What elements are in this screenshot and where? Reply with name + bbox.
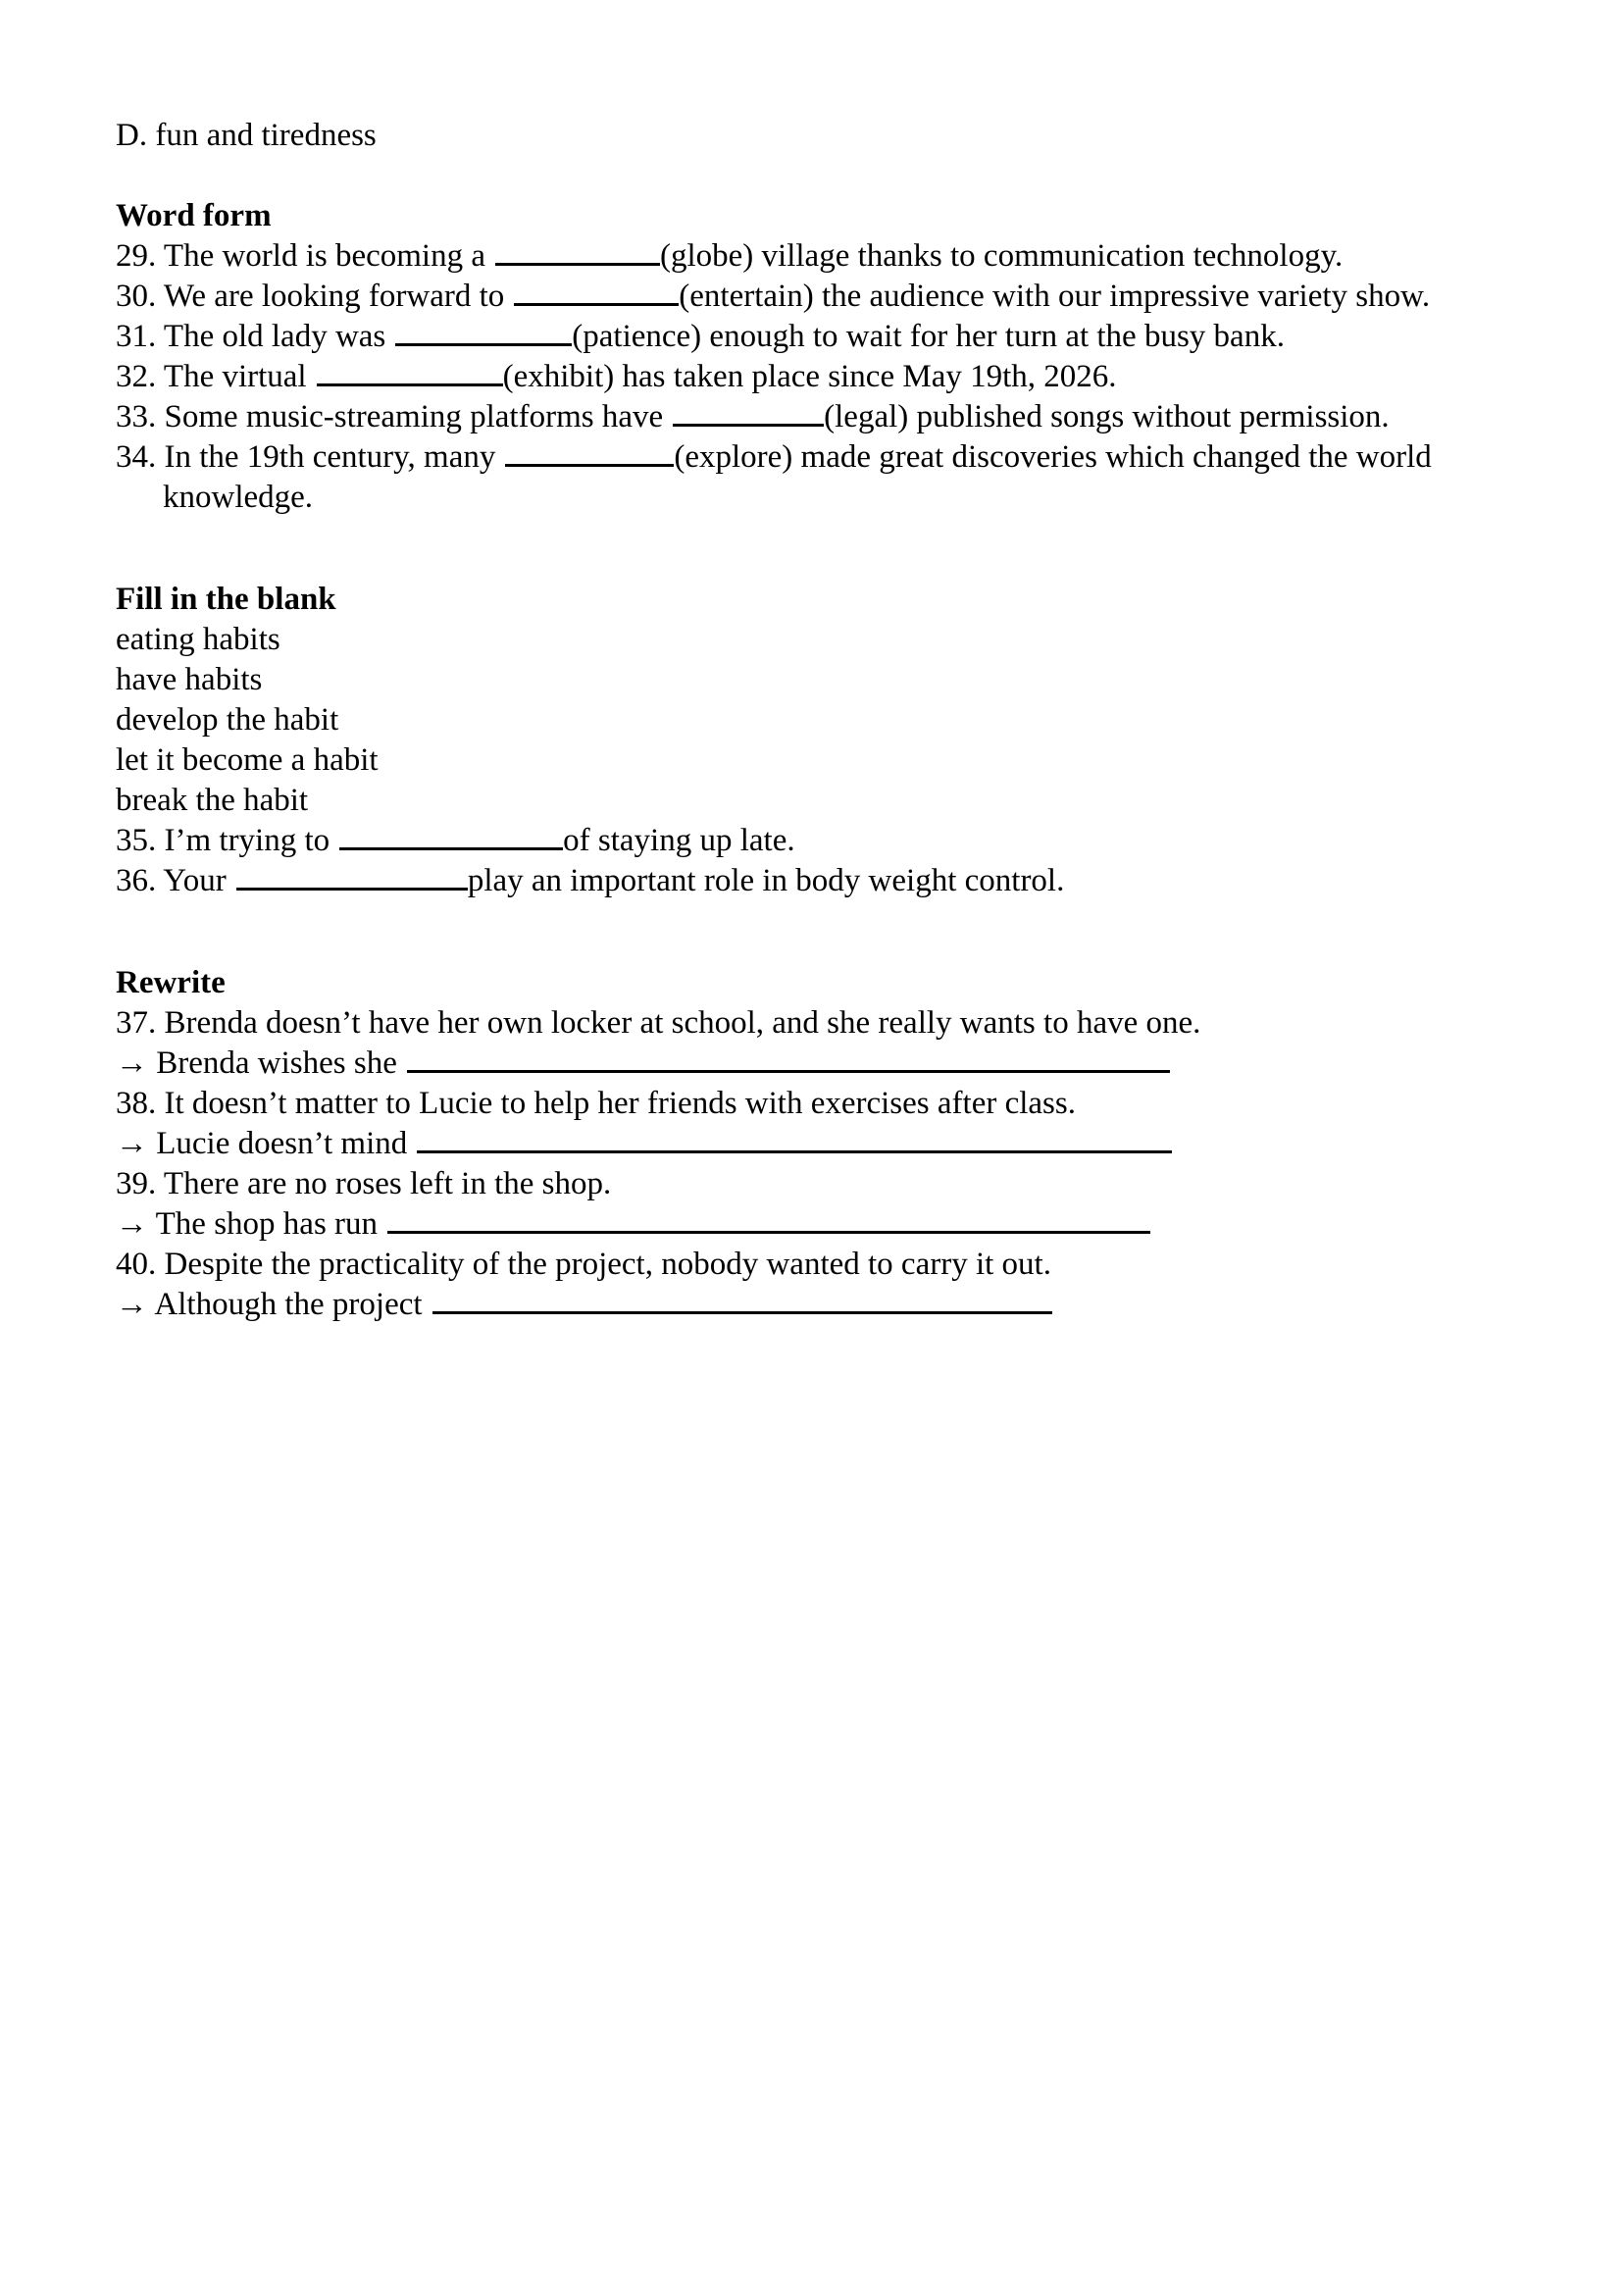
answer-line[interactable] <box>417 1125 1172 1153</box>
answer-blank[interactable] <box>317 358 503 386</box>
answer-blank[interactable] <box>236 862 468 891</box>
question-29 <box>116 236 1343 277</box>
option-item: develop the habit <box>116 702 339 738</box>
question-text-before: The virtual <box>163 359 307 394</box>
question-number: 35. <box>116 823 157 858</box>
question-text-after: play an important role in body weight control. <box>467 863 1065 898</box>
answer-blank[interactable] <box>514 278 679 306</box>
question-prompt: It doesn’t matter to Lucie to help her friends with exercises after class. <box>164 1086 1076 1121</box>
answer-blank[interactable] <box>673 398 824 427</box>
option-item: break the habit <box>116 783 309 818</box>
rewrite-answer-39 <box>116 1204 1150 1245</box>
rewrite-heading: Rewrite <box>116 965 226 1000</box>
answer-blank[interactable] <box>495 237 660 266</box>
question-34-continuation: knowledge. <box>163 480 314 515</box>
question-text-before: I’m trying to <box>164 823 330 858</box>
word-form-heading: Word form <box>116 198 272 233</box>
question-prompt: Brenda doesn’t have her own locker at school, and she really wants to have one. <box>164 1005 1201 1041</box>
question-number: 38. <box>116 1086 157 1121</box>
question-text-before: We are looking forward to <box>163 279 505 314</box>
question-text-before: The world is becoming a <box>163 238 485 274</box>
question-text-after: (entertain) the audience with our impressive variety show. <box>679 279 1431 314</box>
previous-option-d: D. fun and tiredness <box>116 118 377 153</box>
answer-blank[interactable] <box>339 822 563 850</box>
question-number: 32. <box>116 359 157 394</box>
question-33 <box>116 397 1390 437</box>
question-number: 34. <box>116 439 157 475</box>
option-item: have habits <box>116 662 263 697</box>
rewrite-answer-37 <box>116 1044 1170 1084</box>
sentence-start: → Brenda wishes she <box>116 1045 397 1081</box>
question-31 <box>116 317 1285 357</box>
question-text-after: (legal) published songs without permission. <box>824 399 1390 434</box>
question-number: 40. <box>116 1247 157 1282</box>
question-text-before: The old lady was <box>163 319 386 354</box>
sentence-start: → The shop has run <box>116 1206 379 1242</box>
rewrite-answer-40 <box>116 1285 1052 1325</box>
question-number: 33. <box>116 399 157 434</box>
question-number: 37. <box>116 1005 157 1041</box>
answer-line[interactable] <box>407 1045 1170 1073</box>
question-38 <box>116 1084 1076 1124</box>
question-35 <box>116 821 795 861</box>
question-37 <box>116 1003 1200 1044</box>
question-number: 30. <box>116 279 157 314</box>
question-text-after: of staying up late. <box>563 823 795 858</box>
option-item: eating habits <box>116 622 280 657</box>
rewrite-answer-38 <box>116 1124 1172 1164</box>
question-text-after: (patience) enough to wait for her turn at the busy bank. <box>572 319 1285 354</box>
question-text-after: (exhibit) has taken place since May 19th, 2026. <box>502 359 1117 394</box>
question-36 <box>116 861 1064 901</box>
question-number: 31. <box>116 319 157 354</box>
question-40 <box>116 1245 1051 1285</box>
question-text-before: Some music-streaming platforms have <box>164 399 664 434</box>
question-32 <box>116 357 1117 397</box>
answer-line[interactable] <box>432 1286 1052 1314</box>
question-text-after: (globe) village thanks to communication technology. <box>660 238 1344 274</box>
answer-line[interactable] <box>387 1205 1150 1234</box>
question-39 <box>116 1164 611 1204</box>
sentence-start: → Lucie doesn’t mind <box>116 1126 408 1161</box>
answer-blank[interactable] <box>505 438 674 467</box>
option-item: let it become a habit <box>116 742 379 778</box>
question-prompt: Despite the practicality of the project, nobody wanted to carry it out. <box>164 1247 1051 1282</box>
question-prompt: There are no roses left in the shop. <box>163 1166 612 1201</box>
question-number: 29. <box>116 238 157 274</box>
question-number: 36. <box>116 863 157 898</box>
sentence-start: → Although the project <box>116 1287 423 1322</box>
question-text-before: Your <box>163 863 227 898</box>
question-text-after: (explore) made great discoveries which changed the world <box>674 439 1432 475</box>
question-text-before: In the 19th century, many <box>164 439 496 475</box>
question-30 <box>116 277 1430 317</box>
answer-blank[interactable] <box>395 318 572 346</box>
question-34 <box>116 437 1432 478</box>
fill-in-the-blank-heading: Fill in the blank <box>116 582 336 617</box>
question-number: 39. <box>116 1166 157 1201</box>
